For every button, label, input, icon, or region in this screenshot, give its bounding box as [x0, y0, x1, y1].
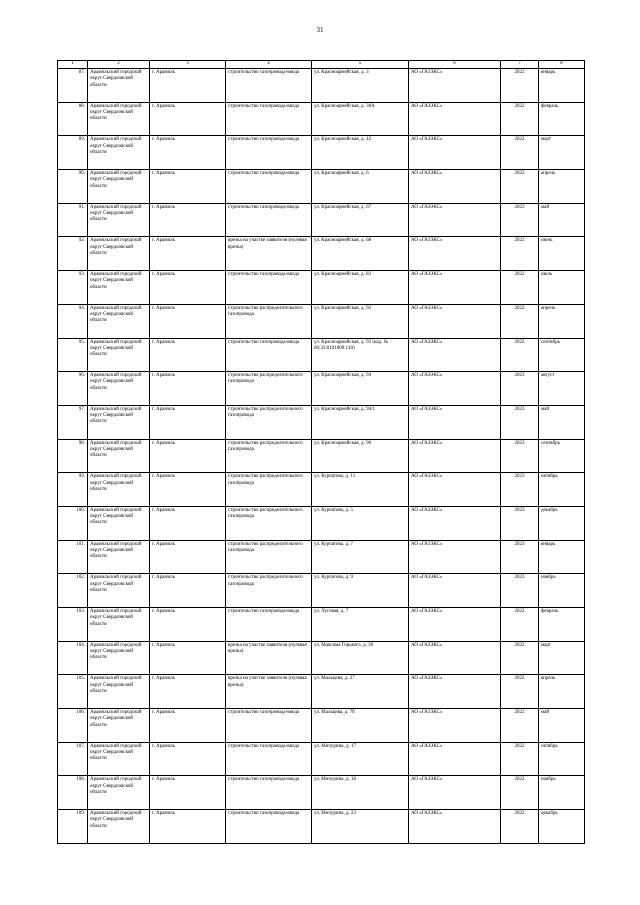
address-cell: ул. Красноармейская, д. 94/1: [312, 405, 409, 439]
locality-cell: г. Арамиль: [150, 136, 226, 170]
organization-cell: АО «ГАЗЭКС»: [409, 574, 501, 608]
month-cell: август: [539, 372, 585, 406]
table-row: [58, 237, 585, 271]
table-row: [58, 203, 585, 237]
address-cell: ул. Красноармейская, д. 3: [312, 69, 409, 103]
column-header: 8: [539, 61, 585, 69]
row-number: 97.: [58, 405, 88, 439]
table-row: [58, 136, 585, 170]
work-type-cell: строительство газопровода-ввода: [226, 338, 312, 372]
row-number: 87.: [58, 69, 88, 103]
year-cell: 2022: [501, 237, 539, 271]
district-cell: Арамильский городской округ Свердловской области: [88, 203, 150, 237]
table-row: [58, 271, 585, 305]
year-cell: 2022: [501, 304, 539, 338]
district-cell: Арамильский городской округ Свердловской области: [88, 69, 150, 103]
address-cell: ул. Мальцева, д. 7б: [312, 709, 409, 743]
locality-cell: г. Арамиль: [150, 372, 226, 406]
year-cell: 2022: [501, 136, 539, 170]
locality-cell: г. Арамиль: [150, 203, 226, 237]
district-cell: Арамильский городской округ Свердловской области: [88, 709, 150, 743]
gasification-schedule-table: [57, 60, 585, 844]
page-number: 31: [316, 26, 324, 34]
organization-cell: АО «ГАЗЭКС»: [409, 540, 501, 574]
table-body: [58, 69, 585, 844]
work-type-cell: строительство газопровода-ввода: [226, 136, 312, 170]
month-cell: апрель: [539, 675, 585, 709]
month-cell: апрель: [539, 304, 585, 338]
address-cell: ул. Мичурина, д. 17: [312, 742, 409, 776]
table-row: [58, 473, 585, 507]
row-number: 103.: [58, 608, 88, 642]
locality-cell: г. Арамиль: [150, 405, 226, 439]
organization-cell: АО «ГАЗЭКС»: [409, 69, 501, 103]
row-number: 91.: [58, 203, 88, 237]
work-type-cell: строительство газопровода-ввода: [226, 102, 312, 136]
row-number: 96.: [58, 372, 88, 406]
row-number: 100.: [58, 506, 88, 540]
row-number: 98.: [58, 439, 88, 473]
month-cell: февраль: [539, 608, 585, 642]
year-cell: 2022: [501, 742, 539, 776]
column-header: 4: [226, 61, 312, 69]
row-number: 99.: [58, 473, 88, 507]
district-cell: Арамильский городской округ Свердловской области: [88, 641, 150, 675]
year-cell: 2022: [501, 810, 539, 844]
work-type-cell: строительство распределительного газопровода: [226, 506, 312, 540]
organization-cell: АО «ГАЗЭКС»: [409, 776, 501, 810]
organization-cell: АО «ГАЗЭКС»: [409, 170, 501, 204]
row-number: 93.: [58, 271, 88, 305]
year-cell: 2023: [501, 439, 539, 473]
row-number: 108.: [58, 776, 88, 810]
month-cell: март: [539, 641, 585, 675]
table-row: [58, 304, 585, 338]
organization-cell: АО «ГАЗЭКС»: [409, 405, 501, 439]
year-cell: 2023: [501, 372, 539, 406]
column-header: 5: [312, 61, 409, 69]
address-cell: ул. Красноармейская, д. 42: [312, 136, 409, 170]
table-row: [58, 506, 585, 540]
month-cell: май: [539, 203, 585, 237]
work-type-cell: врезка на участке заявителя (нулевая врезка): [226, 237, 312, 271]
month-cell: апрель: [539, 170, 585, 204]
year-cell: 2023: [501, 170, 539, 204]
district-cell: Арамильский городской округ Свердловской области: [88, 439, 150, 473]
year-cell: 2022: [501, 102, 539, 136]
organization-cell: АО «ГАЗЭКС»: [409, 237, 501, 271]
year-cell: 2022: [501, 776, 539, 810]
row-number: 102.: [58, 574, 88, 608]
organization-cell: АО «ГАЗЭКС»: [409, 439, 501, 473]
organization-cell: АО «ГАЗЭКС»: [409, 102, 501, 136]
table-row: [58, 405, 585, 439]
row-number: 106.: [58, 709, 88, 743]
district-cell: Арамильский городской округ Свердловской области: [88, 540, 150, 574]
organization-cell: АО «ГАЗЭКС»: [409, 608, 501, 642]
month-cell: май: [539, 405, 585, 439]
locality-cell: г. Арамиль: [150, 776, 226, 810]
year-cell: 2022: [501, 608, 539, 642]
work-type-cell: строительство газопровода-ввода: [226, 170, 312, 204]
organization-cell: АО «ГАЗЭКС»: [409, 203, 501, 237]
district-cell: Арамильский городской округ Свердловской области: [88, 102, 150, 136]
row-number: 90.: [58, 170, 88, 204]
organization-cell: АО «ГАЗЭКС»: [409, 271, 501, 305]
month-cell: октябрь: [539, 473, 585, 507]
year-cell: 2023: [501, 574, 539, 608]
month-cell: июнь: [539, 237, 585, 271]
row-number: 95.: [58, 338, 88, 372]
month-cell: январь: [539, 69, 585, 103]
table-row: [58, 540, 585, 574]
district-cell: Арамильский городской округ Свердловской области: [88, 776, 150, 810]
organization-cell: АО «ГАЗЭКС»: [409, 742, 501, 776]
locality-cell: г. Арамиль: [150, 170, 226, 204]
work-type-cell: строительство распределительного газопровода: [226, 540, 312, 574]
table-row: [58, 608, 585, 642]
month-cell: май: [539, 709, 585, 743]
district-cell: Арамильский городской округ Свердловской области: [88, 271, 150, 305]
row-number: 105.: [58, 675, 88, 709]
address-cell: ул. Красноармейская, д. 68: [312, 237, 409, 271]
district-cell: Арамильский городской округ Свердловской области: [88, 574, 150, 608]
district-cell: Арамильский городской округ Свердловской области: [88, 372, 150, 406]
year-cell: 2022: [501, 709, 539, 743]
table-row: [58, 641, 585, 675]
month-cell: июль: [539, 271, 585, 305]
address-cell: ул. Курчатова, д. 7: [312, 540, 409, 574]
column-header: 2: [88, 61, 150, 69]
table-row: [58, 776, 585, 810]
column-number-row: [58, 61, 585, 69]
district-cell: Арамильский городской округ Свердловской области: [88, 136, 150, 170]
table-row: [58, 69, 585, 103]
district-cell: Арамильский городской округ Свердловской области: [88, 608, 150, 642]
month-cell: январь: [539, 540, 585, 574]
year-cell: 2023: [501, 506, 539, 540]
address-cell: ул. Мичурина, д. 23: [312, 810, 409, 844]
locality-cell: г. Арамиль: [150, 675, 226, 709]
table-row: [58, 439, 585, 473]
month-cell: ноябрь: [539, 574, 585, 608]
work-type-cell: строительство газопровода-ввода: [226, 69, 312, 103]
locality-cell: г. Арамиль: [150, 102, 226, 136]
locality-cell: г. Арамиль: [150, 641, 226, 675]
table-row: [58, 170, 585, 204]
address-cell: ул. Красноармейская, д. 83: [312, 271, 409, 305]
locality-cell: г. Арамиль: [150, 742, 226, 776]
work-type-cell: строительство газопровода-ввода: [226, 608, 312, 642]
row-number: 107.: [58, 742, 88, 776]
year-cell: 2022: [501, 675, 539, 709]
address-cell: ул. Максима Горького, д. 30: [312, 641, 409, 675]
year-cell: 2022: [501, 203, 539, 237]
organization-cell: АО «ГАЗЭКС»: [409, 810, 501, 844]
district-cell: Арамильский городской округ Свердловской области: [88, 506, 150, 540]
column-header: 1: [58, 61, 88, 69]
table-row: [58, 709, 585, 743]
work-type-cell: строительство газопровода-ввода: [226, 203, 312, 237]
month-cell: ноябрь: [539, 776, 585, 810]
address-cell: ул. Красноармейская, д. 6: [312, 170, 409, 204]
work-type-cell: строительство распределительного газопровода: [226, 473, 312, 507]
month-cell: март: [539, 136, 585, 170]
locality-cell: г. Арамиль: [150, 709, 226, 743]
organization-cell: АО «ГАЗЭКС»: [409, 675, 501, 709]
table-row: [58, 675, 585, 709]
locality-cell: г. Арамиль: [150, 304, 226, 338]
district-cell: Арамильский городской округ Свердловской области: [88, 675, 150, 709]
locality-cell: г. Арамиль: [150, 540, 226, 574]
work-type-cell: строительство распределительного газопровода: [226, 439, 312, 473]
district-cell: Арамильский городской округ Свердловской области: [88, 473, 150, 507]
work-type-cell: строительство газопровода-ввода: [226, 271, 312, 305]
organization-cell: АО «ГАЗЭКС»: [409, 709, 501, 743]
table-row: [58, 574, 585, 608]
work-type-cell: строительство газопровода-ввода: [226, 742, 312, 776]
table-row: [58, 102, 585, 136]
row-number: 92.: [58, 237, 88, 271]
locality-cell: г. Арамиль: [150, 271, 226, 305]
work-type-cell: строительство распределительного газопровода: [226, 405, 312, 439]
district-cell: Арамильский городской округ Свердловской области: [88, 237, 150, 271]
district-cell: Арамильский городской округ Свердловской области: [88, 338, 150, 372]
organization-cell: АО «ГАЗЭКС»: [409, 136, 501, 170]
address-cell: ул. Красноармейская, д. 96: [312, 439, 409, 473]
column-header: 7: [501, 61, 539, 69]
table-row: [58, 338, 585, 372]
locality-cell: г. Арамиль: [150, 473, 226, 507]
row-number: 94.: [58, 304, 88, 338]
row-number: 89.: [58, 136, 88, 170]
work-type-cell: строительство распределительного газопровода: [226, 574, 312, 608]
work-type-cell: строительство газопровода-ввода: [226, 776, 312, 810]
work-type-cell: врезка на участке заявителя (нулевая врезка): [226, 641, 312, 675]
month-cell: февраль: [539, 102, 585, 136]
address-cell: ул. Мальцева, д. 27: [312, 675, 409, 709]
year-cell: 2022: [501, 69, 539, 103]
table-row: [58, 372, 585, 406]
address-cell: ул. Красноармейская, д. 38А: [312, 102, 409, 136]
work-type-cell: строительство газопровода-ввода: [226, 810, 312, 844]
organization-cell: АО «ГАЗЭКС»: [409, 641, 501, 675]
locality-cell: г. Арамиль: [150, 69, 226, 103]
month-cell: декабрь: [539, 810, 585, 844]
district-cell: Арамильский городской округ Свердловской области: [88, 405, 150, 439]
year-cell: 2022: [501, 641, 539, 675]
address-cell: ул. Красноармейская, д. 67: [312, 203, 409, 237]
locality-cell: г. Арамиль: [150, 810, 226, 844]
district-cell: Арамильский городской округ Свердловской области: [88, 304, 150, 338]
address-cell: ул. Красноармейская, д. 92 (кад. № 66:33:0101009:110): [312, 338, 409, 372]
locality-cell: г. Арамиль: [150, 338, 226, 372]
year-cell: 2022: [501, 338, 539, 372]
work-type-cell: строительство газопровода-ввода: [226, 709, 312, 743]
row-number: 101.: [58, 540, 88, 574]
month-cell: октябрь: [539, 742, 585, 776]
table-row: [58, 742, 585, 776]
organization-cell: АО «ГАЗЭКС»: [409, 338, 501, 372]
locality-cell: г. Арамиль: [150, 608, 226, 642]
year-cell: 2023: [501, 540, 539, 574]
work-type-cell: строительство распределительного газопровода: [226, 304, 312, 338]
row-number: 104.: [58, 641, 88, 675]
organization-cell: АО «ГАЗЭКС»: [409, 473, 501, 507]
district-cell: Арамильский городской округ Свердловской области: [88, 810, 150, 844]
row-number: 88.: [58, 102, 88, 136]
locality-cell: г. Арамиль: [150, 506, 226, 540]
organization-cell: АО «ГАЗЭКС»: [409, 372, 501, 406]
address-cell: ул. Курчатова, д. 5: [312, 506, 409, 540]
address-cell: ул. Красноармейская, д. 94: [312, 372, 409, 406]
district-cell: Арамильский городской округ Свердловской области: [88, 170, 150, 204]
address-cell: ул. Красноармейская, д. 92: [312, 304, 409, 338]
locality-cell: г. Арамиль: [150, 574, 226, 608]
table-row: [58, 810, 585, 844]
year-cell: 2023: [501, 473, 539, 507]
work-type-cell: врезка на участке заявителя (нулевая врезка): [226, 675, 312, 709]
month-cell: сентябрь: [539, 439, 585, 473]
work-type-cell: строительство распределительного газопровода: [226, 372, 312, 406]
locality-cell: г. Арамиль: [150, 237, 226, 271]
row-number: 109.: [58, 810, 88, 844]
address-cell: ул. Мичурина, д. 18: [312, 776, 409, 810]
column-header: 6: [409, 61, 501, 69]
district-cell: Арамильский городской округ Свердловской области: [88, 742, 150, 776]
address-cell: ул. Луговая, д. 7: [312, 608, 409, 642]
address-cell: ул. Курчатова, д. 11: [312, 473, 409, 507]
month-cell: декабрь: [539, 506, 585, 540]
year-cell: 2022: [501, 271, 539, 305]
month-cell: сентябрь: [539, 338, 585, 372]
locality-cell: г. Арамиль: [150, 439, 226, 473]
year-cell: 2023: [501, 405, 539, 439]
organization-cell: АО «ГАЗЭКС»: [409, 506, 501, 540]
column-header: 3: [150, 61, 226, 69]
address-cell: ул. Курчатова, д. 9: [312, 574, 409, 608]
organization-cell: АО «ГАЗЭКС»: [409, 304, 501, 338]
